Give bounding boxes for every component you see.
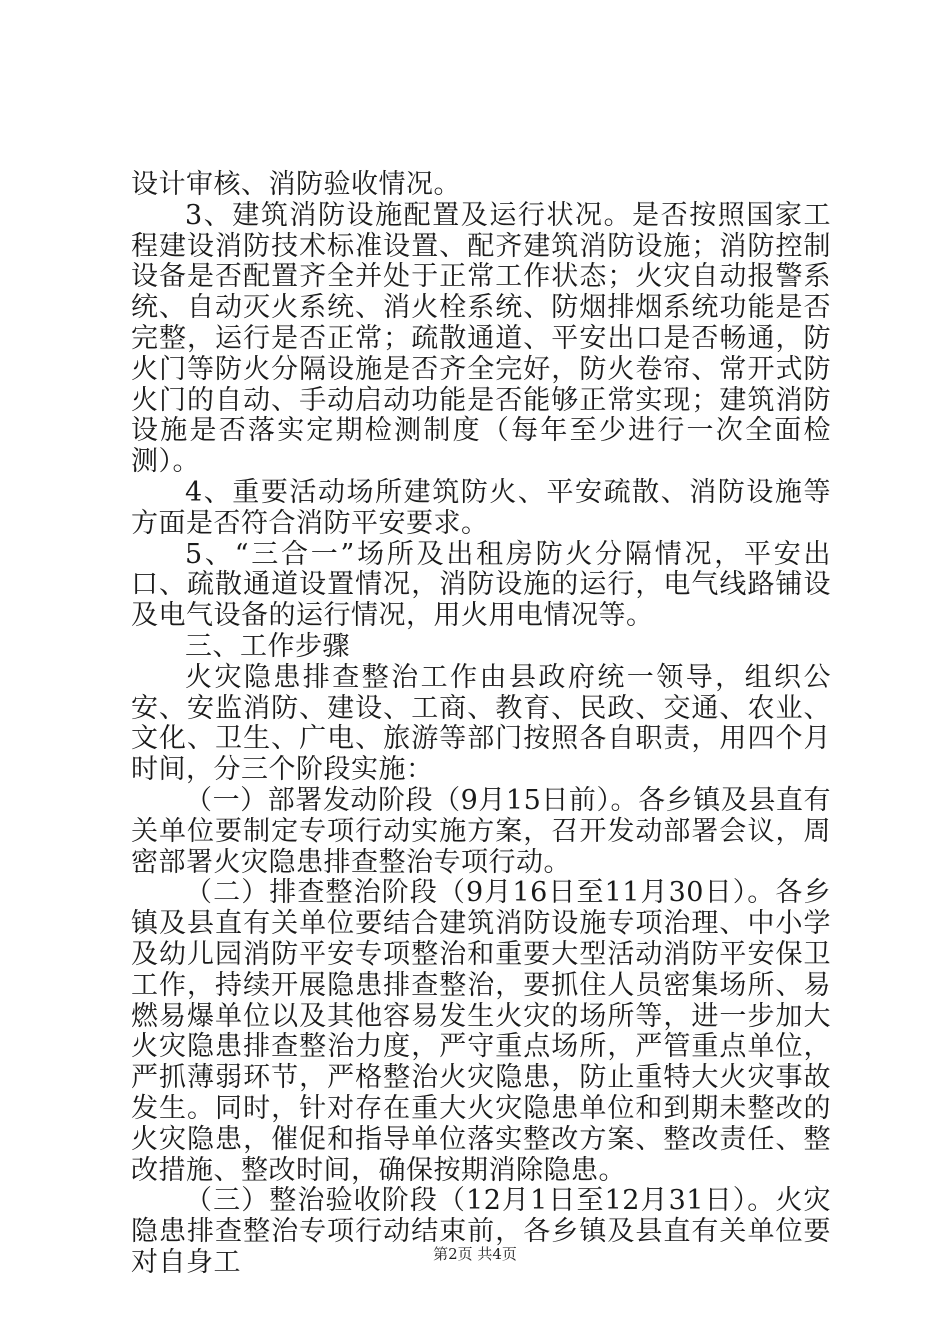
page-footer	[0, 1244, 950, 1264]
page-number-label: 第2页 共4页	[433, 1245, 517, 1263]
paragraph: 火灾隐患排查整治工作由县政府统一领导，组织公安、安监消防、建设、工商、教育、民政、交通、农业、文化、卫生、广电、旅游等部门按照各自职责，用四个月时间，分三个阶段实施：	[131, 661, 831, 786]
document-body	[131, 170, 831, 1279]
paragraph: 设计审核、消防验收情况。	[131, 169, 461, 200]
paragraph: （二）排查整治阶段（9月16日至11月30日）。各乡镇及县直有关单位要结合建筑消防设施专项治理、中小学及幼儿园消防平安专项整治和重要大型活动消防平安保卫工作，持续开展隐患排查整治，要抓住人员密集场所、易燃易爆单位以及其他容易发生火灾的场所等，进一步加大火灾隐患排查整治力度，严守重点场所，严管重点单位，严抓薄弱环节，严格整治火灾隐患，防止重特大火灾事故发生。同时，针对存在重大火灾隐患单位和到期未整改的火灾隐患，催促和指导单位落实整改方案、整改责任、整改措施、整改时间，确保按期消除隐患。	[131, 877, 831, 1186]
paragraph: （三）整治验收阶段（12月1日至12月31日）。火灾隐患排查整治专项行动结束前，各乡镇及县直有关单位要对自身工	[131, 1185, 831, 1278]
paragraph: 5、“三合一”场所及出租房防火分隔情况，平安出口、疏散通道设置情况，消防设施的运行，电气线路铺设及电气设备的运行情况，用火用电情况等。	[131, 538, 831, 632]
paragraph: 4、重要活动场所建筑防火、平安疏散、消防设施等方面是否符合消防平安要求。	[131, 476, 831, 539]
paragraph: （一）部署发动阶段（9月15日前）。各乡镇及县直有关单位要制定专项行动实施方案，召开发动部署会议，周密部署火灾隐患排查整治专项行动。	[131, 784, 831, 878]
paragraph: 3、建筑消防设施配置及运行状况。是否按照国家工程建设消防技术标准设置、配齐建筑消防设施；消防控制设备是否配置齐全并处于正常工作状态；火灾自动报警系统、自动灭火系统、消火栓系统、防烟排烟系统功能是否完整，运行是否正常；疏散通道、平安出口是否畅通，防火门等防火分隔设施是否齐全完好，防火卷帘、常开式防火门的自动、手动启动功能是否能够正常实现；建筑消防设施是否落实定期检测制度（每年至少进行一次全面检测）。	[131, 199, 831, 478]
section-heading: 三、工作步骤	[185, 630, 350, 662]
